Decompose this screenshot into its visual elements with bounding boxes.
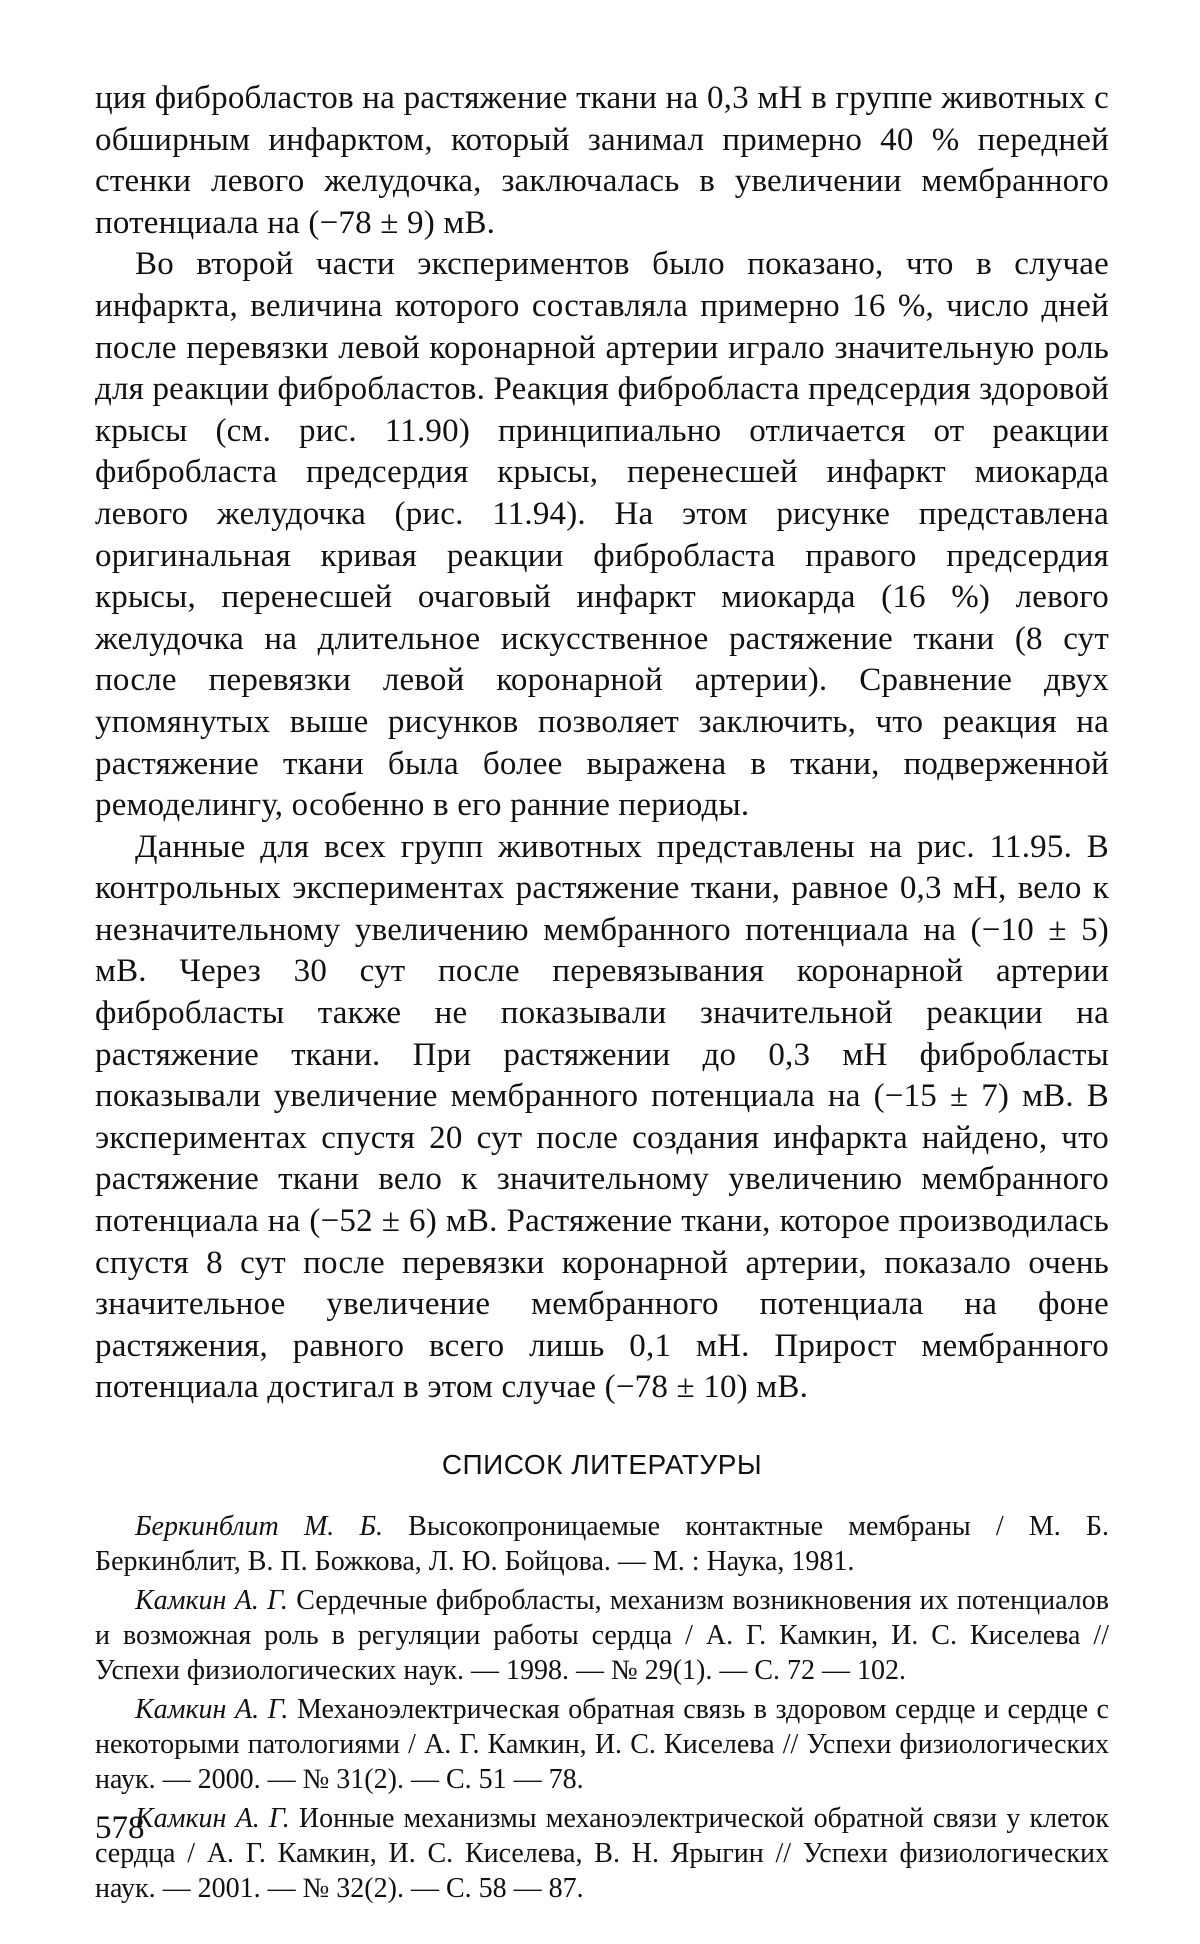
- reference-text: Ионные механизмы механоэлектрической обратной связи у клеток сердца / А. Г. Камкин, И. С. Киселева, В. Н. Ярыгин // Успехи физиологических наук. — 2001. — № 32(2). — С. 58 — 87.: [95, 1803, 1109, 1904]
- reference-author: Камкин А. Г.: [135, 1585, 288, 1616]
- reference-item-1: [95, 1509, 1109, 1579]
- reference-item-3: [95, 1692, 1109, 1797]
- reference-item-4: [95, 1801, 1109, 1906]
- references-heading: СПИСОК ЛИТЕРАТУРЫ: [441, 1449, 763, 1480]
- page-content: [95, 78, 1109, 1910]
- body-paragraph-3: Данные для всех групп животных представлены на рис. 11.95. В контрольных экспериментах растяжение ткани, равное 0,3 мН, вело к незначительному увеличению мембранного потенциала на (−10 ± 5) мВ. Через 30 сут после перевязывания коронарной артерии фибробласты также не показывали значительной реакции на растяжение ткани. При растяжении до 0,3 мН фибробласты показывали увеличение мембранного потенциала на (−15 ± 7) мВ. В экспериментах спустя 20 сут после создания инфаркта найдено, что растяжение ткани вело к значительному увеличению мембранного потенциала на (−52 ± 6) мВ. Растяжение ткани, которое производилась спустя 8 сут после перевязки коронарной артерии, показало очень значительное увеличение мембранного потенциала на фоне растяжения, равного всего лишь 0,1 мН. Прирост мембранного потенциала достигал в этом случае (−78 ± 10) мВ.: [95, 828, 1109, 1406]
- body-paragraph-2: Во второй части экспериментов было показано, что в случае инфаркта, величина которого составляла примерно 16 %, число дней после перевязки левой коронарной артерии играло значительную роль для реакции фибробластов. Реакция фибробласта предсердия здоровой крысы (см. рис. 11.90) принципиально отличается от реакции фибробласта предсердия крысы, перенесшей инфаркт миокарда левого желудочка (рис. 11.94). На этом рисунке представлена оригинальная кривая реакции фибробласта правого предсердия крысы, перенесшей очаговый инфаркт миокарда (16 %) левого желудочка на длительное искусственное растяжение ткани (8 сут после перевязки левой коронарной артерии). Сравнение двух упомянутых выше рисунков позволяет заключить, что реакция на растяжение ткани была более выражена в ткани, подверженной ремоделингу, особенно в его ранние периоды.: [95, 246, 1110, 824]
- reference-author: Камкин А. Г.: [135, 1803, 290, 1834]
- reference-item-2: [95, 1583, 1109, 1688]
- reference-author: Беркинблит М. Б.: [135, 1511, 383, 1542]
- references-list: [95, 1509, 1109, 1906]
- reference-author: Камкин А. Г.: [135, 1694, 289, 1725]
- reference-text: Сердечные фибробласты, механизм возникновения их потенциалов и возможная роль в регуляции работы сердца / А. Г. Камкин, И. С. Киселева // Успехи физиологических наук. — 1998. — № 29(1). — С. 72 — 102.: [95, 1585, 1109, 1686]
- reference-text: Высокопроницаемые контактные мембраны / М. Б. Беркинблит, В. П. Божкова, Л. Ю. Бойцова. — М. : Наука, 1981.: [95, 1511, 1109, 1577]
- body-paragraph-1: ция фибробластов на растяжение ткани на 0,3 мН в группе животных с обширным инфарктом, который занимал примерно 40 % передней стенки левого желудочка, заключалась в увеличении мембранного потенциала на (−78 ± 9) мВ.: [95, 80, 1109, 241]
- reference-text: Механоэлектрическая обратная связь в здоровом сердце и сердце с некоторыми патологиями / А. Г. Камкин, И. С. Киселева // Успехи физиологических наук. — 2000. — № 31(2). — С. 51 — 78.: [95, 1694, 1109, 1795]
- page-number: 578: [95, 1810, 145, 1846]
